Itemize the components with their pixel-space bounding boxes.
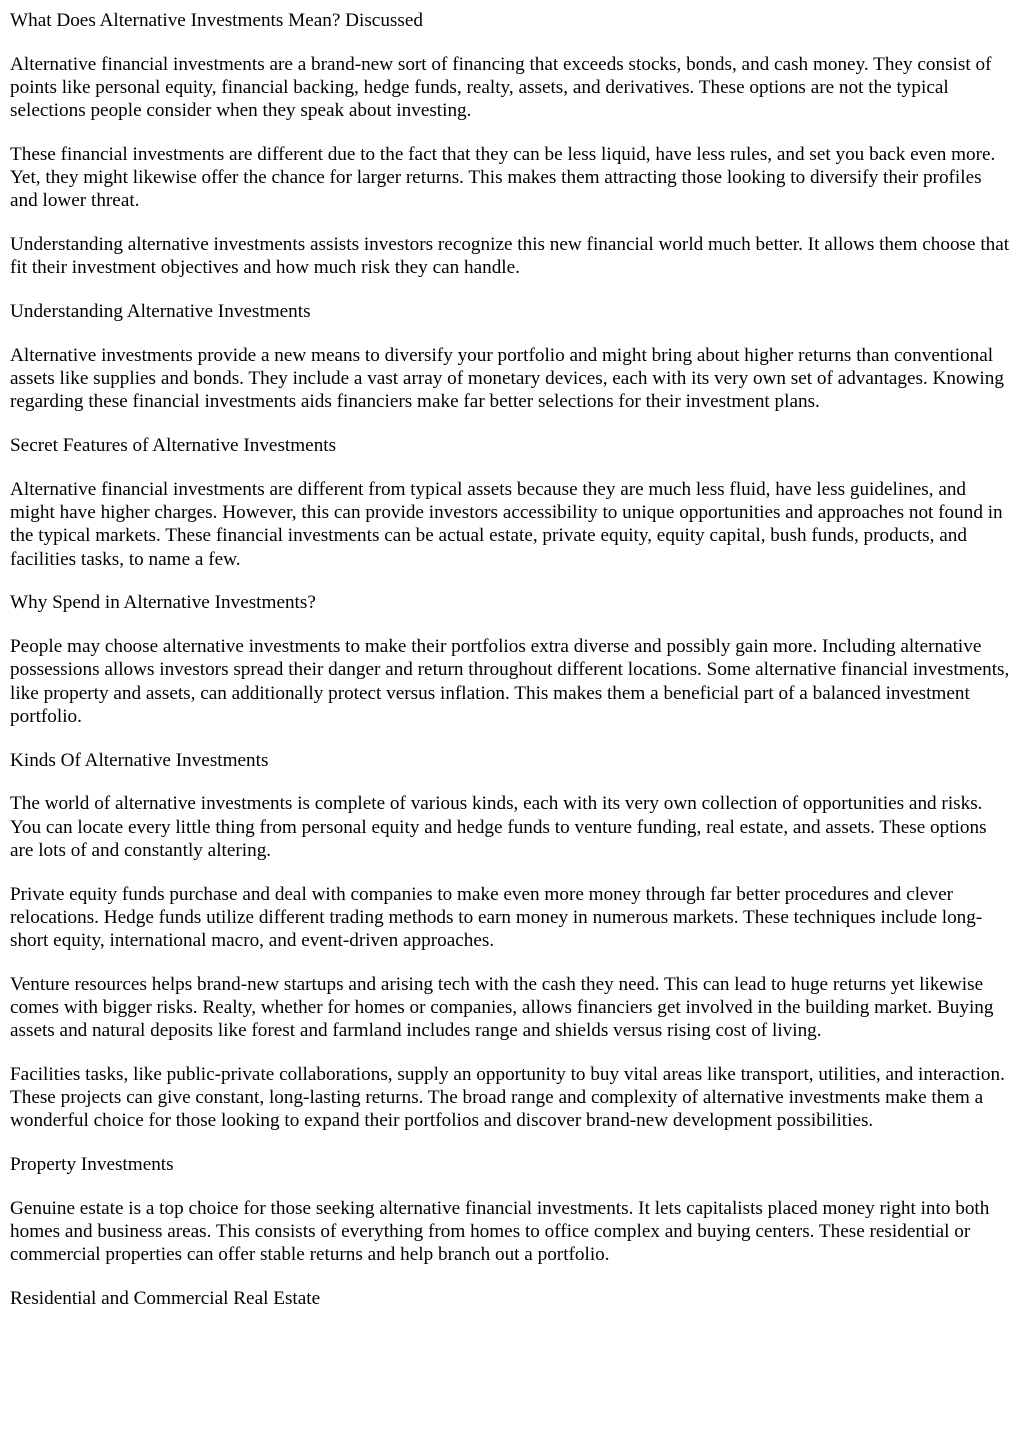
- paragraph: The world of alternative investments is complete of various kinds, each with its very own collection of opportunities and risks. You can locate every little thing from personal equity and hedge funds to venture funding, real estate, and assets. These options are lots of and constantly altering.: [10, 793, 987, 861]
- paragraph: Genuine estate is a top choice for those seeking alternative financial investments. It lets capitalists placed money right into both homes and business areas. This consists of everything from homes to office complex and buying centers. These residential or commercial properties can offer stable returns and help branch out a portfolio.: [10, 1198, 990, 1266]
- paragraph: Alternative financial investments are different from typical assets because they are much less fluid, have less guidelines, and might have higher charges. However, this can provide investors accessibility to unique opportunities and approaches not found in the typical markets. These financial investments can be actual estate, private equity, equity capital, bush funds, products, and facilities tasks, to name a few.: [10, 479, 1003, 570]
- paragraph: Understanding alternative investments assists investors recognize this new financial world much better. It allows them choose that fit their investment objectives and how much risk they can handle.: [10, 234, 1010, 279]
- section-heading: Kinds Of Alternative Investments: [10, 749, 269, 771]
- paragraph: Alternative financial investments are a brand-new sort of financing that exceeds stocks, bonds, and cash money. They consist of points like personal equity, financial backing, hedge funds, realty, assets, and derivatives. These options are not the typical selections people consider when they speak about investing.: [10, 53, 992, 122]
- section-heading: Secret Features of Alternative Investments: [10, 435, 337, 457]
- paragraph: Private equity funds purchase and deal with companies to make even more money through far better procedures and clever relocations. Hedge funds utilize different trading methods to earn money in numerous markets. These techniques include long-short equity, international macro, and event-driven approaches.: [10, 883, 983, 952]
- section-heading: Understanding Alternative Investments: [10, 301, 311, 323]
- paragraph: These financial investments are different due to the fact that they can be less liquid, have less rules, and set you back even more. Yet, they might likewise offer the chance for larger returns. This makes them attracting those looking to diversify their profiles and lower threat.: [10, 144, 996, 212]
- page-title: What Does Alternative Investments Mean? Discussed: [10, 10, 423, 31]
- paragraph: People may choose alternative investments to make their portfolios extra diverse and possibly gain more. Including alternative possessions allows investors spread their danger and return throughout different locations. Some alternative financial investments, like property and assets, can additionally protect versus inflation. This makes them a beneficial part of a balanced investment portfolio.: [10, 636, 1010, 727]
- section-heading: Why Spend in Alternative Investments?: [10, 592, 316, 614]
- section-heading: Property Investments: [10, 1154, 174, 1176]
- paragraph: Facilities tasks, like public-private collaborations, supply an opportunity to buy vital areas like transport, utilities, and interaction. These projects can give constant, long-lasting returns. The broad range and complexity of alternative investments make them a wonderful choice for those looking to expand their portfolios and discover brand-new development possibilities.: [10, 1064, 1005, 1132]
- paragraph: Alternative investments provide a new means to diversify your portfolio and might bring about higher returns than conventional assets like supplies and bonds. They include a vast array of monetary devices, each with its very own set of advantages. Knowing regarding these financial investments aids financiers make far better selections for their investment plans.: [10, 345, 1004, 413]
- paragraph: Venture resources helps brand-new startups and arising tech with the cash they need. This can lead to huge returns yet likewise comes with bigger risks. Realty, whether for homes or companies, allows financiers get involved in the building market. Buying assets and natural deposits like forest and farmland includes range and shields versus rising cost of living.: [10, 973, 994, 1042]
- section-heading: Residential and Commercial Real Estate: [10, 1288, 321, 1310]
